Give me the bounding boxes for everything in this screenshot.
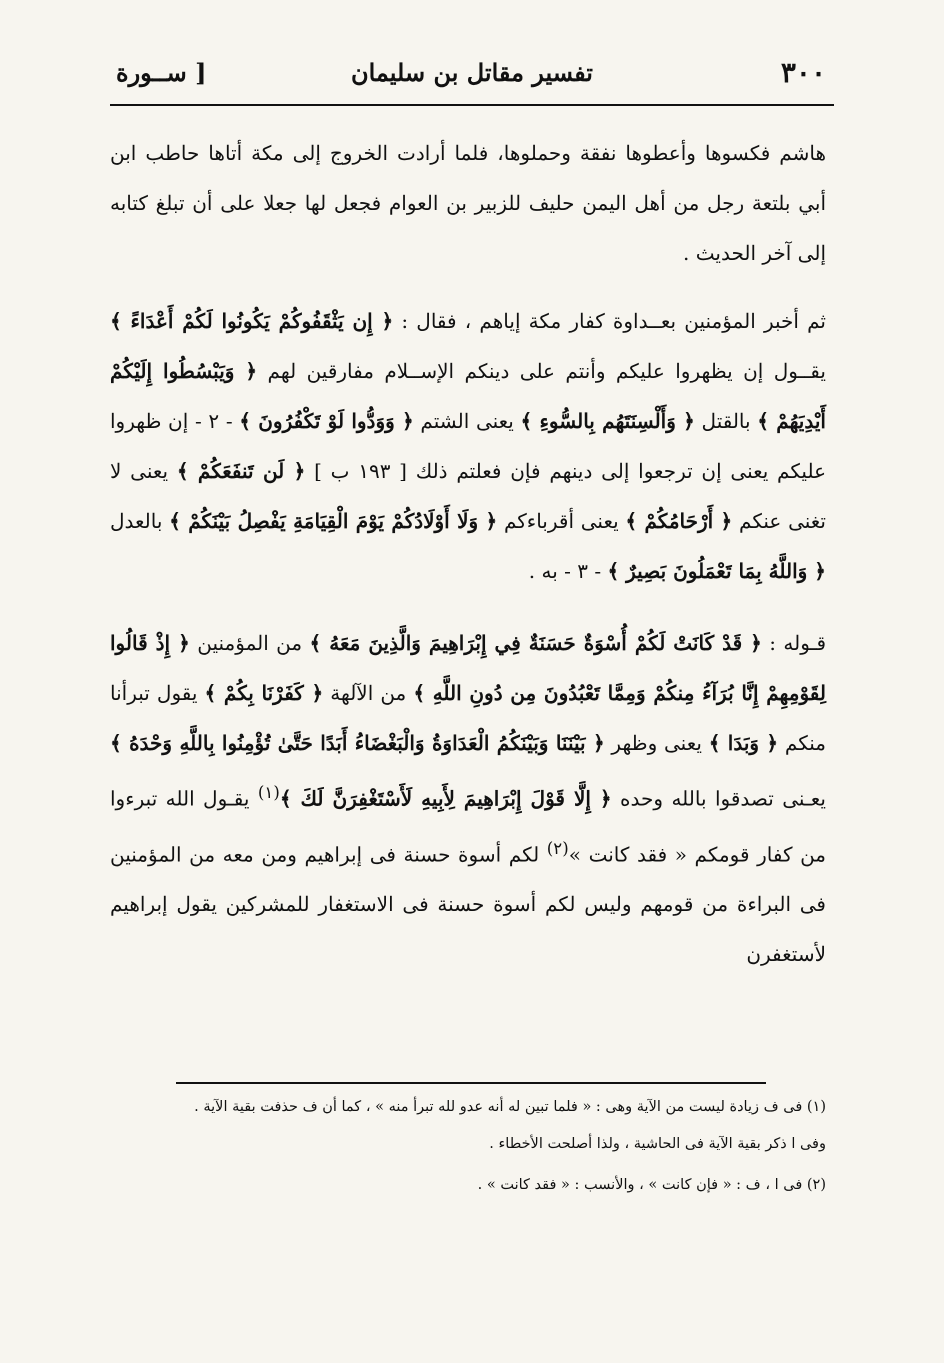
running-title: تفسير مقاتل بن سليمان xyxy=(350,58,593,87)
footnote-1-continued: وفى ا ذكر بقية الآية فى الحاشية ، ولذا أصلحت الأخطاء . xyxy=(489,1136,826,1152)
paragraph-1: هاشم فكسوها وأعطوها نفقة وحملوها، فلما أرادت الخروج إلى مكة أتاها حاطب ابن أبي بلتعة رجل من أهل اليمن حليف للزبير بن العوام فجعل لها جعلا على أن تبلغ كتابه إلى آخر الحديث . xyxy=(110,141,826,265)
footnote-ref-2: (٢) xyxy=(546,838,569,858)
paragraph-3 xyxy=(110,618,826,979)
text-segment: يعنى لا تغنى عنكم xyxy=(110,459,826,533)
quran-verse: ﴿ إِن يَثْقَفُوكُمْ يَكُونُوا لَكُمْ أَعْدَاءً ﴾ xyxy=(110,309,394,333)
text-segment: - ٢ - إن ظهروا عليكم يعنى إن ترجعوا إلى دينهم فإن فعلتم ذلك [ ١٩٣ ب ] xyxy=(110,409,827,483)
quran-verse: ﴿ أَرْحَامُكُمْ ﴾ xyxy=(625,509,733,533)
quran-verse: ﴿ إِذْ قَالُوا لِقَوْمِهِمْ إِنَّا بُرَآءُ مِنكُمْ وَمِمَّا تَعْبُدُونَ مِن دُونِ اللَّهِ ﴾ xyxy=(110,631,826,705)
footnote-rule xyxy=(176,1082,766,1084)
text-segment: لكم أسوة حسنة فى إبراهيم ومن معه من المؤمنين فى البراءة من قومهم وليس لكم أسوة حسنة فى الاستغفار للمشركين يقول إبراهيم لأستغفرن xyxy=(110,842,826,967)
quran-verse: ﴿ إِلَّا قَوْلَ إِبْرَاهِيمَ لِأَبِيهِ لَأَسْتَغْفِرَنَّ لَكَ ﴾ xyxy=(279,786,612,811)
text-segment: يقـول الله تبرءوا من كفار قومكم « فقد كانت » xyxy=(110,786,827,867)
page-header xyxy=(110,52,834,96)
quran-verse: ﴿ بَيْنَنَا وَبَيْنَكُمُ الْعَدَاوَةُ وَالْبَغْضَاءُ أَبَدًا حَتَّىٰ تُؤْمِنُوا بِاللَّهِ وَحْدَهُ ﴾ xyxy=(110,731,605,755)
text-segment: - ٣ - به . xyxy=(528,559,608,583)
paragraph-2 xyxy=(110,296,826,596)
text-segment: يقول تبرأنا منكم xyxy=(110,681,826,755)
footnote-1: (١) فى ف زيادة ليست من الآية وهى : « فلما تبين له أنه عدو لله تبرأ منه » ، كما أن ف حذفت بقية الآية . xyxy=(194,1099,826,1115)
main-text xyxy=(110,128,826,1001)
footnotes xyxy=(110,1094,826,1213)
quran-verse: ﴿ قَدْ كَانَتْ لَكُمْ أُسْوَةٌ حَسَنَةٌ فِي إِبْرَاهِيمَ وَالَّذِينَ مَعَهُ ﴾ xyxy=(309,631,762,655)
text-segment: من الآلهة xyxy=(323,681,414,705)
quran-verse: ﴿ كَفَرْنَا بِكُمْ ﴾ xyxy=(204,681,324,705)
text-segment: يعـنى تصدقوا بالله وحده xyxy=(611,786,826,811)
text-segment: يقــول إن يظهروا عليكم وأنتم على دينكم الإســلام مفارقين لهم xyxy=(257,359,826,383)
header-rule xyxy=(110,104,834,106)
quran-verse: ﴿ لَن تَنفَعَكُمْ ﴾ xyxy=(176,459,306,483)
text-segment: بالقتل xyxy=(694,409,758,433)
quran-verse: ﴿ وَلَا أَوْلَادُكُمْ يَوْمَ الْقِيَامَةِ يَفْصِلُ بَيْنَكُمْ ﴾ xyxy=(169,509,498,533)
quran-verse: ﴿ وَيَبْسُطُوا إِلَيْكُمْ أَيْدِيَهُمْ ﴾ xyxy=(110,359,826,433)
quran-verse: ﴿ وَاللَّهُ بِمَا تَعْمَلُونَ بَصِيرٌ ﴾ xyxy=(607,559,826,583)
text-segment: من المؤمنين xyxy=(189,631,310,655)
text-segment: يعنى أقرباءكم xyxy=(497,509,626,533)
quran-verse: ﴿ وَوَدُّوا لَوْ تَكْفُرُونَ ﴾ xyxy=(239,409,414,433)
quran-verse: ﴿ وَبَدَا ﴾ xyxy=(708,731,779,755)
footnote-2: (٢) فى ا ، ف : « فإن كانت » ، والأنسب : « فقد كانت » . xyxy=(477,1177,826,1193)
page-number: ٣٠٠ xyxy=(780,56,826,89)
surah-label: [ ســورة xyxy=(116,58,207,87)
footnote-ref-1: (١) xyxy=(257,783,280,802)
quran-verse: ﴿ وَأَلْسِنَتَهُم بِالسُّوءِ ﴾ xyxy=(520,409,695,433)
text-segment: بالعدل xyxy=(110,509,170,533)
text-segment: يعنى وظهر xyxy=(604,731,709,755)
text-segment: قـوله : xyxy=(761,631,827,655)
text-segment: ثم أخبر المؤمنين بعــداوة كفار مكة إياهم ، فقال : xyxy=(393,309,826,333)
text-segment: يعنى الشتم xyxy=(413,409,521,433)
